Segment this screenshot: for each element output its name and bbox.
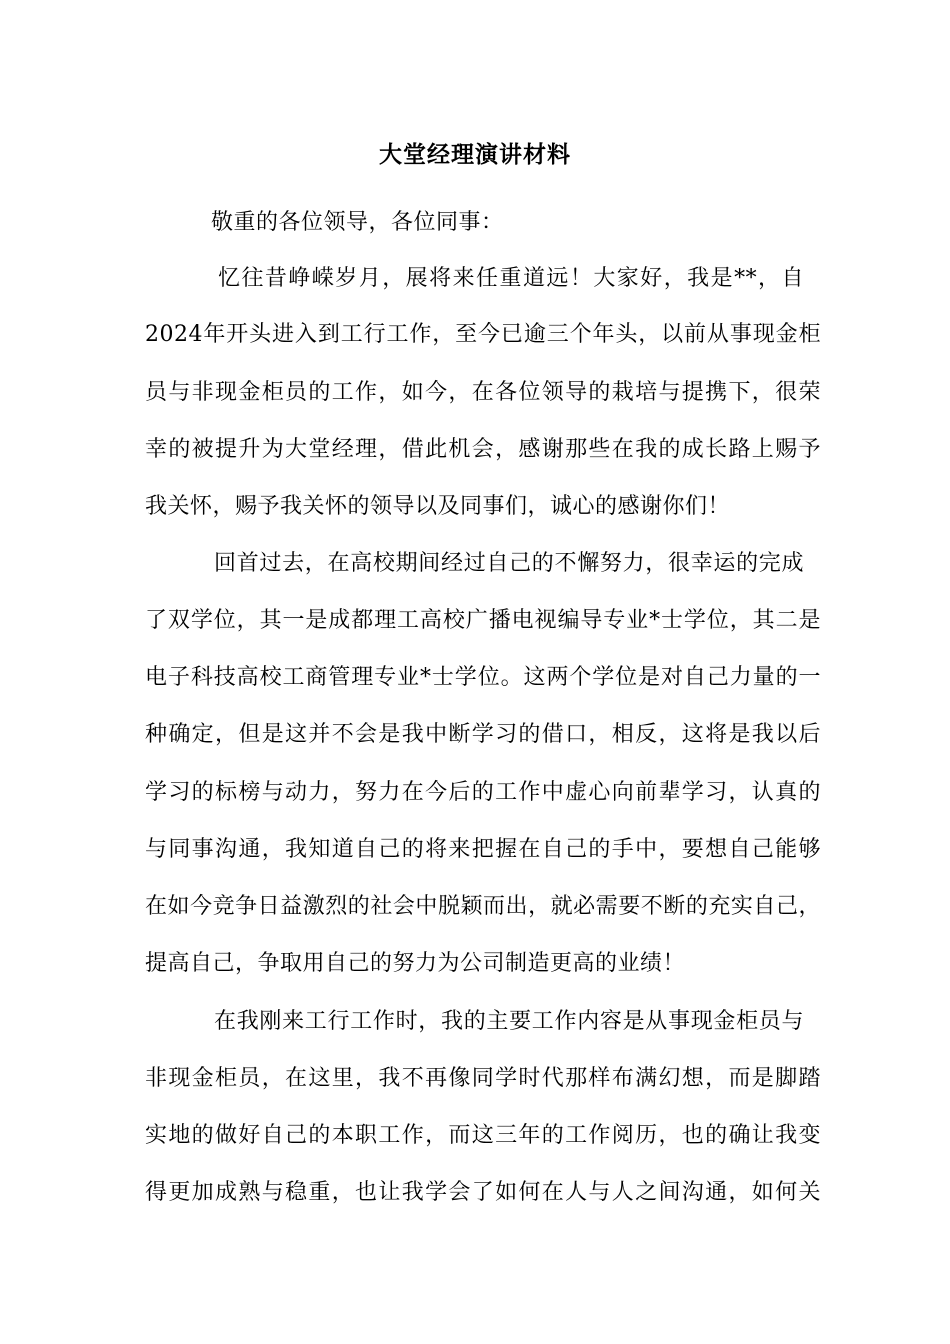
paragraph-line: 忆往昔峥嵘岁月，展将来任重道远！大家好，我是**，自 (218, 266, 804, 291)
paragraph-line: 实地的做好自己的本职工作，而这三年的工作阅历，也的确让我变 (145, 1123, 821, 1148)
paragraph-line: 2024年开头进入到工行工作，至今已逾三个年头，以前从事现金柜 (145, 322, 821, 347)
paragraph-line: 学习的标榜与动力，努力在今后的工作中虚心向前辈学习，认真的 (145, 780, 821, 805)
document-title: 大堂经理演讲材料 (379, 142, 571, 168)
paragraph-line: 非现金柜员，在这里，我不再像同学时代那样布满幻想，而是脚踏 (145, 1066, 821, 1091)
paragraph-line: 在如今竞争日益激烈的社会中脱颖而出，就必需要不断的充实自己， (145, 894, 821, 919)
paragraph-line: 回首过去，在高校期间经过自己的不懈努力，很幸运的完成 (214, 551, 804, 576)
paragraph-line: 种确定，但是这并不会是我中断学习的借口，相反，这将是我以后 (145, 722, 821, 747)
paragraph-line: 幸的被提升为大堂经理，借此机会，感谢那些在我的成长路上赐予 (145, 437, 821, 462)
salutation: 敬重的各位领导，各位同事： (211, 210, 504, 235)
paragraph-line: 在我刚来工行工作时，我的主要工作内容是从事现金柜员与 (214, 1009, 804, 1034)
paragraph-line: 与同事沟通，我知道自己的将来把握在自己的手中，要想自己能够 (145, 837, 821, 862)
paragraph-line: 提高自己，争取用自己的努力为公司制造更高的业绩！ (145, 951, 686, 976)
paragraph-line: 员与非现金柜员的工作，如今，在各位领导的栽培与提携下，很荣 (145, 380, 821, 405)
paragraph-line: 我关怀，赐予我关怀的领导以及同事们，诚心的感谢你们！ (145, 494, 731, 519)
paragraph-line: 了双学位，其一是成都理工高校广播电视编导专业*士学位，其二是 (145, 608, 821, 633)
paragraph-line: 电子科技高校工商管理专业*士学位。这两个学位是对自己力量的一 (145, 665, 821, 690)
paragraph-line: 得更加成熟与稳重，也让我学会了如何在人与人之间沟通，如何关 (145, 1180, 821, 1205)
